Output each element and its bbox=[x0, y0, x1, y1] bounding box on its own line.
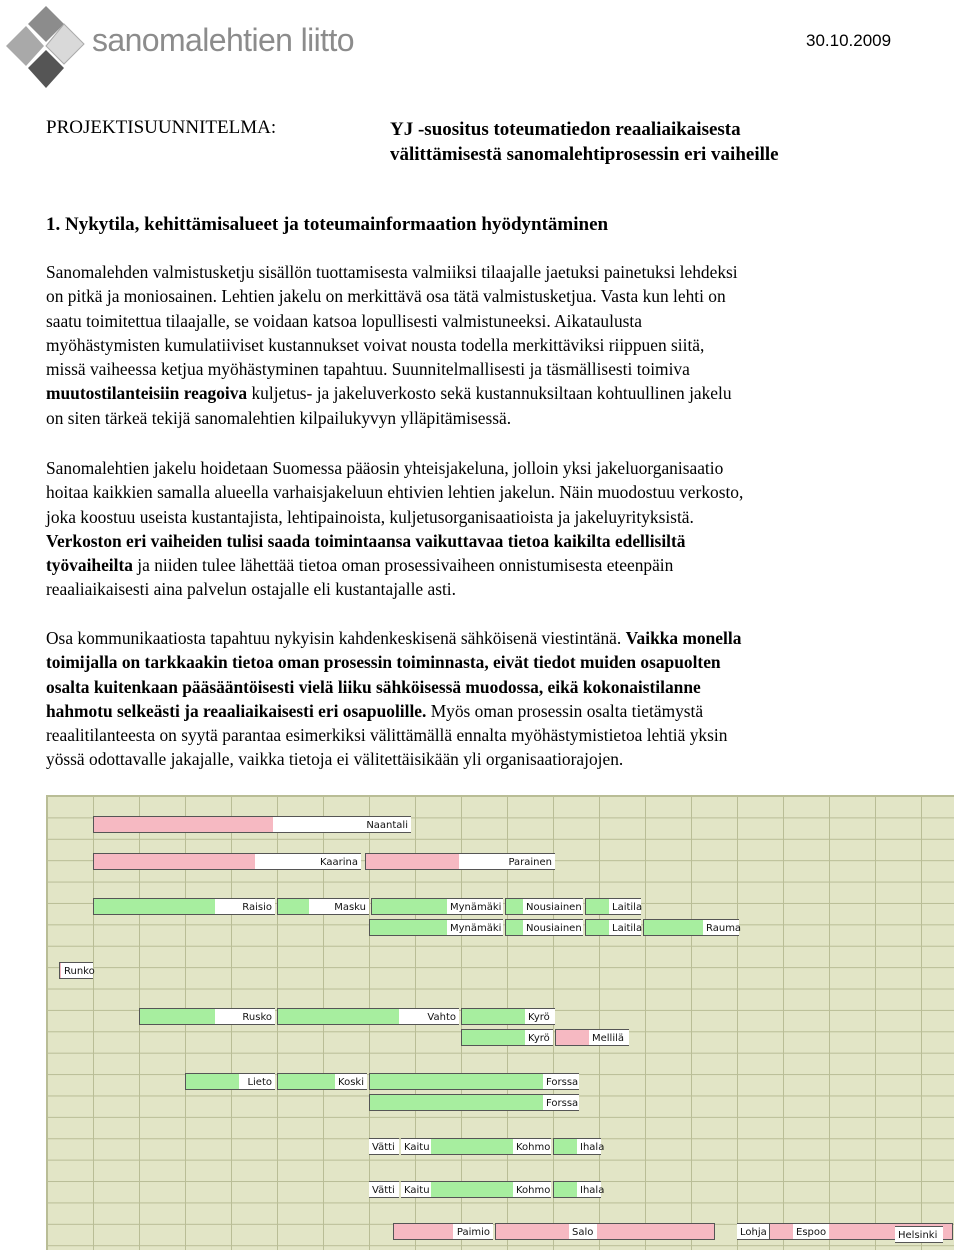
gantt-label: Rauma bbox=[703, 919, 739, 936]
document-date: 30.10.2009 bbox=[806, 31, 892, 50]
gantt-label: Mynämäki bbox=[447, 898, 503, 915]
logo-text: sanomalehtien liitto bbox=[92, 22, 354, 58]
p3-text: Myös oman prosessin osalta tietämystä bbox=[426, 700, 704, 721]
gantt-label: Kyrö bbox=[525, 1008, 555, 1025]
p2-line: Sanomalehtien jakelu hoidetaan Suomessa pääosin yhteisjakeluna, jolloin yksi jakeluorganisaatio bbox=[46, 458, 724, 478]
gantt-label: Salo bbox=[569, 1223, 597, 1240]
gantt-label: Naantali bbox=[273, 816, 411, 833]
p2-line: hoitaa kaikkien samalla alueella varhaisjakeluun ehtivien lehtien jakelun. Näin muodostuu verkosto, bbox=[46, 482, 744, 503]
logo bbox=[0, 0, 354, 92]
p2-line: Verkoston eri vaiheiden tulisi saada toimintaansa vaikuttavaa tietoa kaikilta edellisiltä bbox=[46, 530, 686, 551]
gantt-label: Raisio bbox=[215, 898, 275, 915]
p1-text: kuljetus- ja jakeluverkosto sekä kustannuksiltaan kohtuullinen jakelu bbox=[247, 383, 732, 404]
p2-text: ja niiden tulee lähettää tietoa oman prosessivaiheen onnistumisesta eteenpäin bbox=[132, 555, 674, 576]
gantt-label: Ihala bbox=[577, 1138, 601, 1155]
p3-line: reaalitilanteesta on syytä parantaa esimerkiksi välittämällä ennalta myöhästymistietoa lehtiä yksin bbox=[46, 725, 728, 746]
gantt-label: Helsinki bbox=[895, 1226, 943, 1243]
p2-bold-text: työvaiheilta bbox=[46, 555, 133, 576]
p3-bold-text: Vaikka monella bbox=[625, 628, 742, 648]
p2-line: joka koostuu useista kustantajista, lehtipainoista, kuljetusorganisaatioista ja jakeluyrityksistä. bbox=[46, 506, 694, 527]
p3-line: toimijalla on tarkkaakin tietoa oman prosessin toiminnasta, eivät tiedot muiden osapuolten bbox=[46, 652, 721, 673]
gantt-label: Ihala bbox=[577, 1181, 601, 1198]
gantt-label: Vätti bbox=[369, 1181, 399, 1198]
gantt-label: Forssa bbox=[543, 1073, 579, 1090]
distribution-gantt-sheet bbox=[46, 795, 954, 1250]
p1-line: on pitkä ja moniosainen. Lehtien jakelu on merkittävä osa tätä valmistusketjua. Vasta kun lehti on bbox=[46, 286, 726, 307]
p3-text: Osa kommunikaatiosta tapahtuu nykyisin kahdenkeskisenä sähköisenä viestintänä. bbox=[46, 628, 626, 648]
project-label: PROJEKTISUUNNITELMA: bbox=[46, 117, 277, 138]
gantt-label: Kaitu bbox=[401, 1181, 431, 1198]
gantt-label: Mynämäki bbox=[447, 919, 503, 936]
gantt-label: Nousiainen bbox=[523, 919, 583, 936]
paragraph-3 bbox=[46, 626, 916, 772]
p1-line: on siten tärkeä tekijä sanomalehtien kilpailukyvyn ylläpitämisessä. bbox=[46, 407, 512, 428]
gantt-label: Rusko bbox=[215, 1008, 275, 1025]
project-title bbox=[390, 117, 779, 167]
project-title-line-1: YJ -suositus toteumatiedon reaaliaikaisesta bbox=[390, 119, 741, 140]
gantt-label: Parainen bbox=[459, 853, 555, 870]
p3-line bbox=[46, 626, 916, 650]
gantt-label: Koski bbox=[335, 1073, 367, 1090]
gantt-label: Runko bbox=[61, 962, 93, 979]
gantt-label: Kohmo bbox=[513, 1138, 551, 1155]
p3-line bbox=[46, 699, 916, 723]
p1-line: Sanomalehden valmistusketju sisällön tuottamisesta valmiiksi tilaajalle jaetuksi painetuksi lehdeksi bbox=[46, 262, 738, 282]
p3-line: yössä odottavalle jakajalle, vaikka tietoja ei välitettäisikään yli organisaatiorajojen. bbox=[46, 749, 624, 770]
gantt-label: Vahto bbox=[399, 1008, 459, 1025]
gantt-label: Lohja bbox=[737, 1223, 769, 1240]
p2-line: reaaliaikaisesti aina palvelun ostajalle eli kustantajalle asti. bbox=[46, 579, 456, 600]
gantt-label: Espoo bbox=[793, 1223, 829, 1240]
paragraph-2 bbox=[46, 456, 916, 602]
p3-bold-text: hahmotu selkeästi ja reaaliaikaisesti eri osapuolille. bbox=[46, 700, 427, 721]
p3-line: osalta kuitenkaan pääsääntöisesti vielä liiku sähköisessä muodossa, eikä kokonaistilanne bbox=[46, 676, 701, 697]
gantt-label: Kaitu bbox=[401, 1138, 431, 1155]
gantt-label: Forssa bbox=[543, 1094, 579, 1111]
p1-bold-text: muutostilanteisiin reagoiva bbox=[46, 383, 248, 404]
p2-line bbox=[46, 553, 916, 577]
p1-line: saatu toimitettua tilaajalle, se voidaan katsoa lopullisesti valmistuneeksi. Aikataulusta bbox=[46, 310, 642, 331]
project-title-line-2: välittämisestä sanomalehtiprosessin eri vaiheille bbox=[390, 144, 779, 165]
gantt-label: Paimio bbox=[453, 1223, 493, 1240]
gantt-label: Mellilä bbox=[589, 1029, 629, 1046]
gantt-label: Vätti bbox=[369, 1138, 399, 1155]
p1-line: myöhästymisten kumulatiiviset kustannukset voivat nousta todella merkittäviksi riippuen siitä, bbox=[46, 334, 705, 355]
gantt-label: Kaarina bbox=[255, 853, 361, 870]
gantt-bar bbox=[495, 1223, 715, 1240]
gantt-label: Laitila bbox=[609, 898, 641, 915]
gantt-label: Kyrö bbox=[525, 1029, 553, 1046]
p1-line bbox=[46, 381, 916, 405]
gantt-label: Nousiainen bbox=[523, 898, 583, 915]
gantt-label: Lieto bbox=[239, 1073, 275, 1090]
logo-mark-icon bbox=[4, 4, 88, 90]
section-heading: 1. Nykytila, kehittämisalueet ja toteumainformaation hyödyntäminen bbox=[46, 214, 609, 235]
gantt-label: Laitila bbox=[609, 919, 641, 936]
gantt-label: Kohmo bbox=[513, 1181, 551, 1198]
paragraph-1 bbox=[46, 260, 916, 430]
gantt-label: Masku bbox=[309, 898, 369, 915]
p1-line: missä vaiheessa ketjua myöhästyminen tapahtuu. Suunnitelmallisesti ja täsmällisesti toimiva bbox=[46, 359, 690, 380]
